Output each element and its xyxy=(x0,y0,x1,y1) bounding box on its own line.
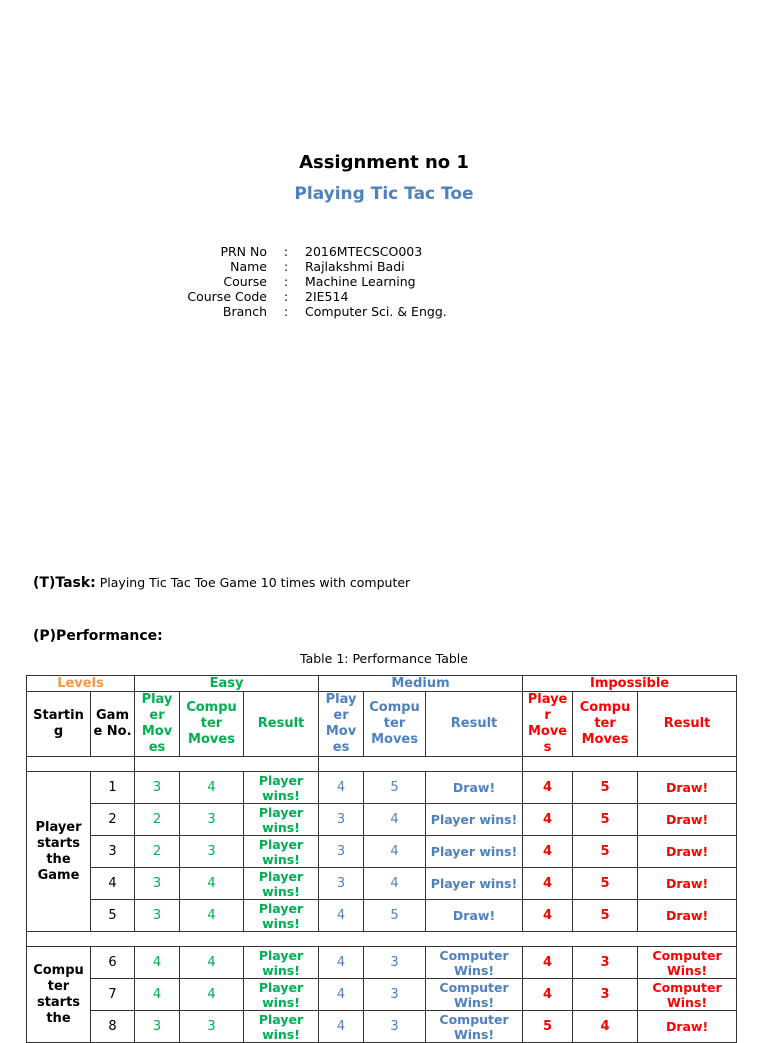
info-label: Course xyxy=(223,274,267,289)
medium-player-moves: 3 xyxy=(319,804,364,836)
medium-computer-moves-header: Compu ter Moves xyxy=(364,692,426,757)
impossible-computer-moves-header: Compu ter Moves xyxy=(573,692,638,757)
student-info xyxy=(160,244,447,319)
impossible-player-moves: 4 xyxy=(523,979,573,1011)
medium-computer-moves: 5 xyxy=(364,772,426,804)
task-text: Playing Tic Tac Toe Game 10 times with computer xyxy=(99,575,411,590)
info-value: Rajlakshmi Badi xyxy=(305,259,405,274)
spacer-row xyxy=(27,932,737,947)
easy-player-moves: 3 xyxy=(135,1011,180,1043)
medium-result: Player wins! xyxy=(426,804,523,836)
game-number: 2 xyxy=(91,804,135,836)
medium-computer-moves: 4 xyxy=(364,836,426,868)
medium-result: Player wins! xyxy=(426,836,523,868)
impossible-player-moves: 4 xyxy=(523,868,573,900)
table-row xyxy=(27,900,737,932)
medium-computer-moves: 4 xyxy=(364,804,426,836)
info-value: 2IE514 xyxy=(305,289,349,304)
info-separator: : xyxy=(283,274,289,289)
impossible-result: Computer Wins! xyxy=(638,979,737,1011)
table-row xyxy=(27,979,737,1011)
info-separator: : xyxy=(283,244,289,259)
spacer-cell xyxy=(135,757,319,772)
computer-starts-group xyxy=(27,947,737,1043)
column-header-row xyxy=(27,692,737,757)
medium-player-moves: 3 xyxy=(319,868,364,900)
impossible-result: Computer Wins! xyxy=(638,947,737,979)
easy-result: Player wins! xyxy=(244,1011,319,1043)
medium-header: Medium xyxy=(319,676,523,692)
impossible-player-moves: 5 xyxy=(523,1011,573,1043)
medium-result: Draw! xyxy=(426,900,523,932)
impossible-player-moves: 4 xyxy=(523,900,573,932)
info-label: Name xyxy=(230,259,267,274)
info-row-prn xyxy=(160,244,447,259)
game-no-header: Gam e No. xyxy=(91,692,135,757)
info-separator: : xyxy=(283,259,289,274)
info-label: PRN No xyxy=(220,244,267,259)
impossible-computer-moves: 3 xyxy=(573,947,638,979)
task-label: (T)Task: xyxy=(33,575,96,591)
table-row xyxy=(27,804,737,836)
starting-group-label: Player starts the Game xyxy=(27,772,91,932)
easy-player-moves: 3 xyxy=(135,900,180,932)
impossible-computer-moves: 3 xyxy=(573,979,638,1011)
easy-computer-moves: 4 xyxy=(180,900,244,932)
medium-player-moves-header: Play er Mov es xyxy=(319,692,364,757)
easy-result: Player wins! xyxy=(244,979,319,1011)
info-row-course-code xyxy=(160,289,447,304)
info-value: Machine Learning xyxy=(305,274,416,289)
game-number: 1 xyxy=(91,772,135,804)
info-row-branch xyxy=(160,304,447,319)
easy-computer-moves: 4 xyxy=(180,772,244,804)
game-number: 3 xyxy=(91,836,135,868)
game-number: 4 xyxy=(91,868,135,900)
easy-computer-moves: 3 xyxy=(180,1011,244,1043)
performance-table xyxy=(26,675,737,1043)
medium-result: Draw! xyxy=(426,772,523,804)
impossible-computer-moves: 5 xyxy=(573,772,638,804)
medium-player-moves: 4 xyxy=(319,900,364,932)
easy-result-header: Result xyxy=(244,692,319,757)
impossible-player-moves: 4 xyxy=(523,836,573,868)
impossible-result: Draw! xyxy=(638,1011,737,1043)
easy-result: Player wins! xyxy=(244,772,319,804)
impossible-computer-moves: 5 xyxy=(573,868,638,900)
info-label: Course Code xyxy=(187,289,267,304)
table-row xyxy=(27,868,737,900)
easy-computer-moves: 3 xyxy=(180,836,244,868)
easy-header: Easy xyxy=(135,676,319,692)
easy-result: Player wins! xyxy=(244,836,319,868)
info-row-course xyxy=(160,274,447,289)
impossible-player-moves: 4 xyxy=(523,804,573,836)
impossible-result-header: Result xyxy=(638,692,737,757)
easy-player-moves-header: Play er Mov es xyxy=(135,692,180,757)
medium-result: Player wins! xyxy=(426,868,523,900)
medium-computer-moves: 3 xyxy=(364,979,426,1011)
game-number: 6 xyxy=(91,947,135,979)
spacer-cell xyxy=(319,757,523,772)
medium-player-moves: 4 xyxy=(319,979,364,1011)
player-starts-group xyxy=(27,772,737,932)
easy-result: Player wins! xyxy=(244,900,319,932)
impossible-result: Draw! xyxy=(638,900,737,932)
medium-computer-moves: 3 xyxy=(364,947,426,979)
game-number: 7 xyxy=(91,979,135,1011)
spacer-cell xyxy=(27,932,737,947)
spacer-cell xyxy=(523,757,737,772)
impossible-computer-moves: 5 xyxy=(573,836,638,868)
document-subtitle: Playing Tic Tac Toe xyxy=(294,184,474,204)
info-label: Branch xyxy=(222,304,267,319)
impossible-computer-moves: 5 xyxy=(573,900,638,932)
easy-player-moves: 2 xyxy=(135,804,180,836)
impossible-result: Draw! xyxy=(638,804,737,836)
starting-group-label: Compu ter starts the xyxy=(27,947,91,1043)
task-section xyxy=(33,575,410,591)
table-row xyxy=(27,836,737,868)
easy-computer-moves-header: Compu ter Moves xyxy=(180,692,244,757)
starting-header: Startin g xyxy=(27,692,91,757)
easy-computer-moves: 4 xyxy=(180,868,244,900)
easy-computer-moves: 3 xyxy=(180,804,244,836)
easy-result: Player wins! xyxy=(244,868,319,900)
table-row xyxy=(27,1011,737,1043)
medium-computer-moves: 5 xyxy=(364,900,426,932)
impossible-player-moves: 4 xyxy=(523,947,573,979)
info-separator: : xyxy=(283,304,289,319)
medium-result: Computer Wins! xyxy=(426,979,523,1011)
medium-result: Computer Wins! xyxy=(426,1011,523,1043)
info-separator: : xyxy=(283,289,289,304)
impossible-player-moves: 4 xyxy=(523,772,573,804)
impossible-header: Impossible xyxy=(523,676,737,692)
info-row-name xyxy=(160,259,447,274)
game-number: 5 xyxy=(91,900,135,932)
easy-result: Player wins! xyxy=(244,804,319,836)
medium-computer-moves: 4 xyxy=(364,868,426,900)
easy-player-moves: 3 xyxy=(135,772,180,804)
table-caption: Table 1: Performance Table xyxy=(300,651,468,666)
info-value: Computer Sci. & Engg. xyxy=(305,304,447,319)
easy-computer-moves: 4 xyxy=(180,979,244,1011)
level-header-row xyxy=(27,676,737,692)
table-row xyxy=(27,947,737,979)
easy-result: Player wins! xyxy=(244,947,319,979)
impossible-result: Draw! xyxy=(638,836,737,868)
levels-header: Levels xyxy=(27,676,135,692)
medium-player-moves: 4 xyxy=(319,1011,364,1043)
easy-player-moves: 4 xyxy=(135,979,180,1011)
spacer-row xyxy=(27,757,737,772)
spacer-cell xyxy=(27,757,135,772)
medium-player-moves: 4 xyxy=(319,947,364,979)
game-number: 8 xyxy=(91,1011,135,1043)
impossible-result: Draw! xyxy=(638,868,737,900)
impossible-computer-moves: 5 xyxy=(573,804,638,836)
medium-player-moves: 3 xyxy=(319,836,364,868)
medium-player-moves: 4 xyxy=(319,772,364,804)
performance-label: (P)Performance: xyxy=(33,628,163,644)
document-title: Assignment no 1 xyxy=(299,152,469,173)
info-value: 2016MTECSCO003 xyxy=(305,244,423,259)
impossible-player-moves-header: Playe r Move s xyxy=(523,692,573,757)
easy-player-moves: 4 xyxy=(135,947,180,979)
easy-player-moves: 2 xyxy=(135,836,180,868)
medium-result-header: Result xyxy=(426,692,523,757)
easy-player-moves: 3 xyxy=(135,868,180,900)
medium-computer-moves: 3 xyxy=(364,1011,426,1043)
easy-computer-moves: 4 xyxy=(180,947,244,979)
impossible-result: Draw! xyxy=(638,772,737,804)
performance-section xyxy=(33,625,163,644)
table-row xyxy=(27,772,737,804)
impossible-computer-moves: 4 xyxy=(573,1011,638,1043)
medium-result: Computer Wins! xyxy=(426,947,523,979)
